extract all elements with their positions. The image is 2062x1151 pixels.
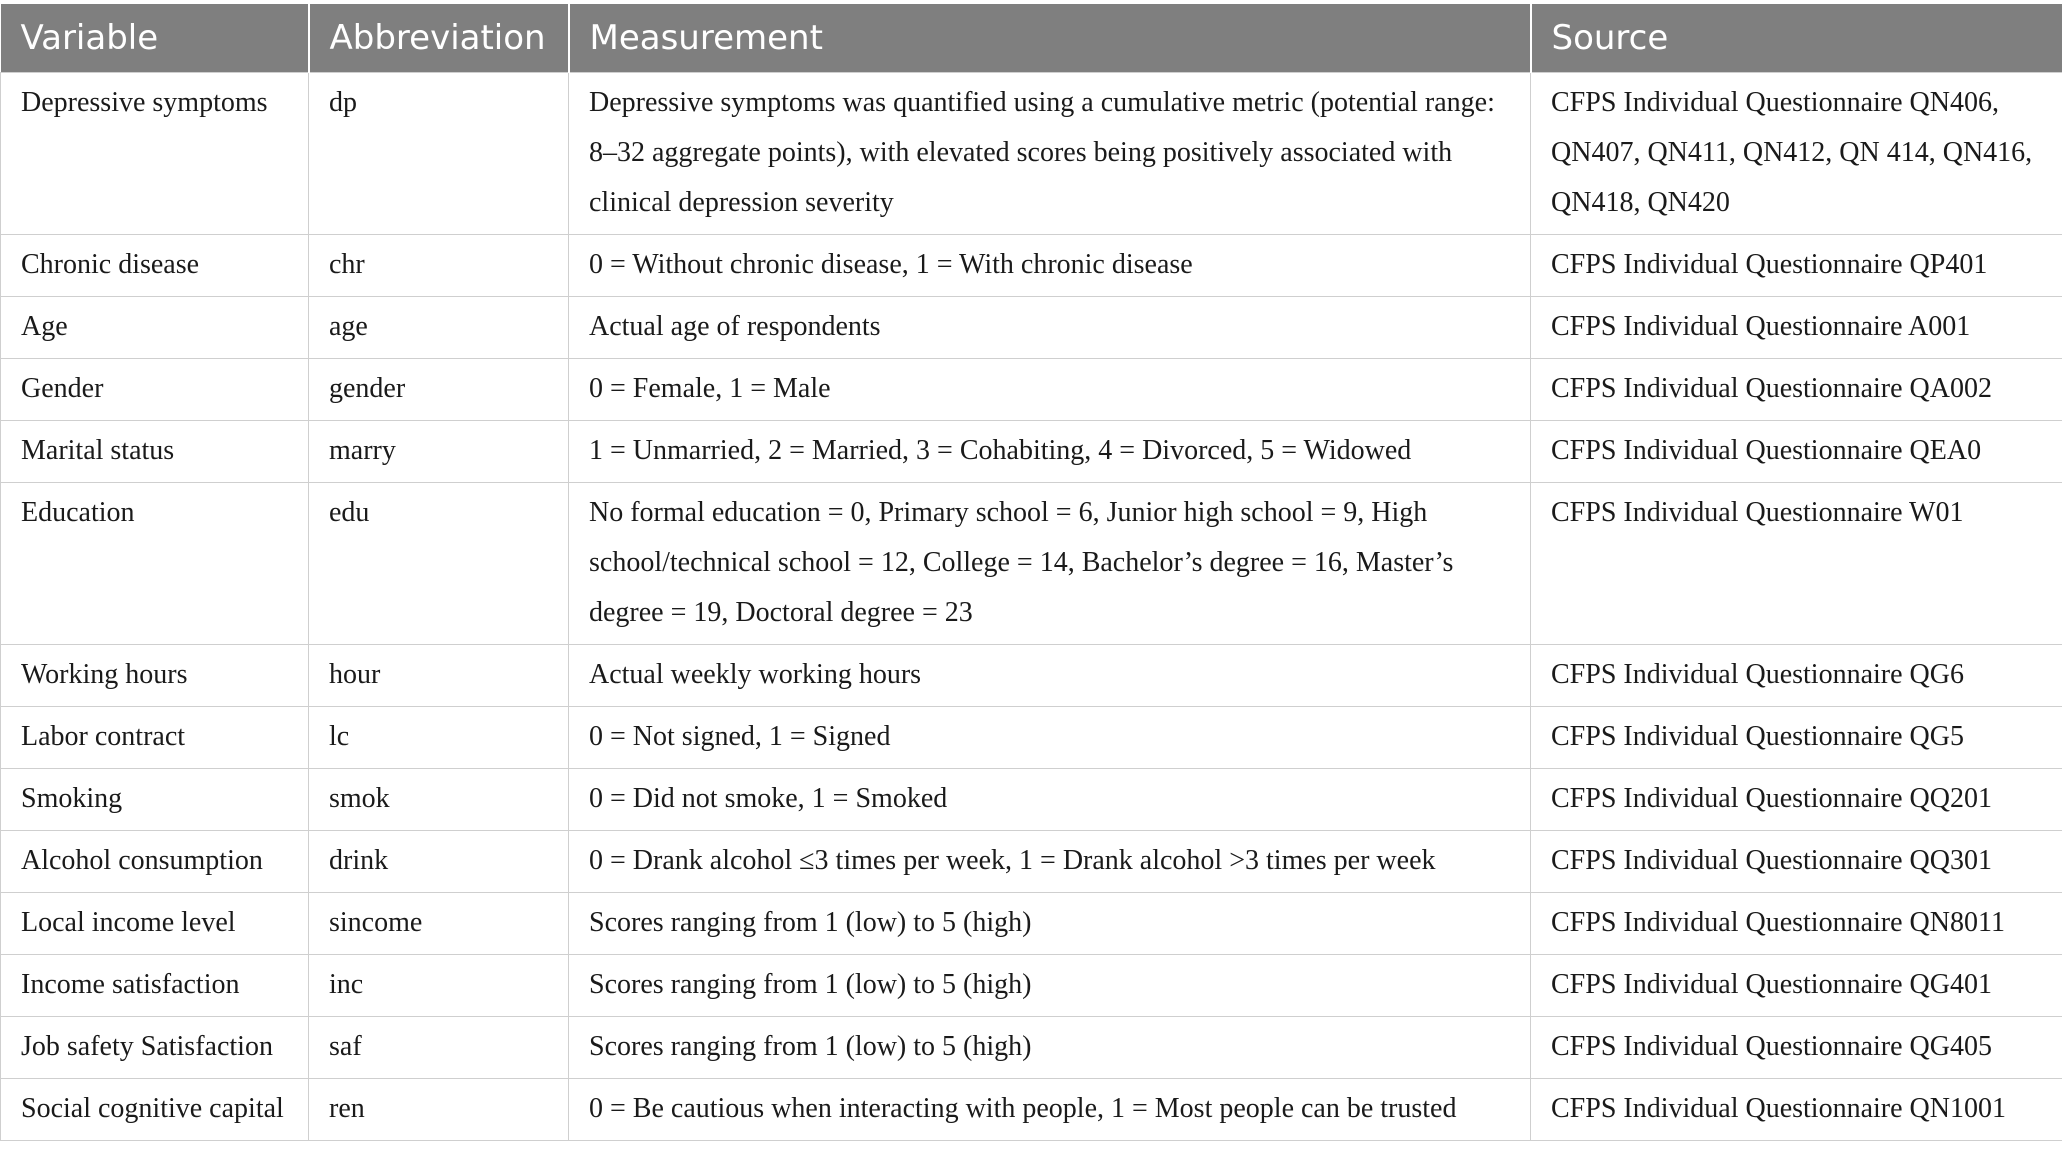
cell-abbreviation: lc bbox=[309, 707, 569, 769]
cell-source: CFPS Individual Questionnaire QG405 bbox=[1531, 1017, 2062, 1079]
cell-source: CFPS Individual Questionnaire QN406, QN407, QN411, QN412, QN 414, QN416, QN418, QN420 bbox=[1531, 73, 2062, 235]
table-row bbox=[1, 1017, 2062, 1079]
table-row bbox=[1, 73, 2062, 235]
cell-abbreviation: saf bbox=[309, 1017, 569, 1079]
cell-measurement: No formal education = 0, Primary school = 6, Junior high school = 9, High school/technical school = 12, College = 14, Bachelor’s degree = 16, Master’s degree = 19, Doctoral degree = 23 bbox=[569, 483, 1531, 645]
cell-source: CFPS Individual Questionnaire QG401 bbox=[1531, 955, 2062, 1017]
cell-measurement: 0 = Drank alcohol ≤3 times per week, 1 = Drank alcohol >3 times per week bbox=[569, 831, 1531, 893]
cell-variable: Social cognitive capital bbox=[1, 1079, 309, 1141]
cell-abbreviation: inc bbox=[309, 955, 569, 1017]
cell-source: CFPS Individual Questionnaire QQ301 bbox=[1531, 831, 2062, 893]
cell-variable: Marital status bbox=[1, 421, 309, 483]
cell-abbreviation: smok bbox=[309, 769, 569, 831]
cell-source: CFPS Individual Questionnaire W01 bbox=[1531, 483, 2062, 645]
cell-source: CFPS Individual Questionnaire QG5 bbox=[1531, 707, 2062, 769]
cell-variable: Gender bbox=[1, 359, 309, 421]
table-row bbox=[1, 707, 2062, 769]
cell-abbreviation: dp bbox=[309, 73, 569, 235]
cell-abbreviation: sincome bbox=[309, 893, 569, 955]
cell-variable: Age bbox=[1, 297, 309, 359]
cell-variable: Job safety Satisfaction bbox=[1, 1017, 309, 1079]
table-header bbox=[1, 4, 2062, 73]
cell-abbreviation: edu bbox=[309, 483, 569, 645]
cell-variable: Local income level bbox=[1, 893, 309, 955]
cell-variable: Working hours bbox=[1, 645, 309, 707]
header-abbreviation: Abbreviation bbox=[309, 4, 569, 73]
header-row bbox=[1, 4, 2062, 73]
table-row bbox=[1, 297, 2062, 359]
table-row bbox=[1, 1079, 2062, 1141]
cell-measurement: Scores ranging from 1 (low) to 5 (high) bbox=[569, 893, 1531, 955]
table-row bbox=[1, 359, 2062, 421]
table-row bbox=[1, 893, 2062, 955]
cell-variable: Income satisfaction bbox=[1, 955, 309, 1017]
cell-abbreviation: chr bbox=[309, 235, 569, 297]
cell-measurement: Scores ranging from 1 (low) to 5 (high) bbox=[569, 1017, 1531, 1079]
table-row bbox=[1, 831, 2062, 893]
table-row bbox=[1, 421, 2062, 483]
cell-measurement: 0 = Did not smoke, 1 = Smoked bbox=[569, 769, 1531, 831]
cell-abbreviation: ren bbox=[309, 1079, 569, 1141]
cell-measurement: Actual age of respondents bbox=[569, 297, 1531, 359]
cell-measurement: 0 = Without chronic disease, 1 = With chronic disease bbox=[569, 235, 1531, 297]
cell-measurement: Depressive symptoms was quantified using a cumulative metric (potential range: 8–32 aggregate points), with elevated scores being positively associated with clinical depression severity bbox=[569, 73, 1531, 235]
cell-abbreviation: marry bbox=[309, 421, 569, 483]
cell-variable: Education bbox=[1, 483, 309, 645]
variables-table-container bbox=[0, 4, 2062, 1141]
cell-measurement: 0 = Female, 1 = Male bbox=[569, 359, 1531, 421]
cell-variable: Smoking bbox=[1, 769, 309, 831]
cell-source: CFPS Individual Questionnaire QN1001 bbox=[1531, 1079, 2062, 1141]
cell-source: CFPS Individual Questionnaire QN8011 bbox=[1531, 893, 2062, 955]
variables-table bbox=[0, 4, 2062, 1141]
cell-source: CFPS Individual Questionnaire QEA0 bbox=[1531, 421, 2062, 483]
table-row bbox=[1, 645, 2062, 707]
cell-source: CFPS Individual Questionnaire QP401 bbox=[1531, 235, 2062, 297]
cell-abbreviation: drink bbox=[309, 831, 569, 893]
cell-measurement: Actual weekly working hours bbox=[569, 645, 1531, 707]
cell-abbreviation: gender bbox=[309, 359, 569, 421]
cell-source: CFPS Individual Questionnaire QQ201 bbox=[1531, 769, 2062, 831]
cell-abbreviation: age bbox=[309, 297, 569, 359]
table-row bbox=[1, 483, 2062, 645]
header-measurement: Measurement bbox=[569, 4, 1531, 73]
table-row bbox=[1, 235, 2062, 297]
cell-measurement: 0 = Not signed, 1 = Signed bbox=[569, 707, 1531, 769]
cell-variable: Chronic disease bbox=[1, 235, 309, 297]
table-row bbox=[1, 769, 2062, 831]
cell-measurement: 1 = Unmarried, 2 = Married, 3 = Cohabiting, 4 = Divorced, 5 = Widowed bbox=[569, 421, 1531, 483]
table-row bbox=[1, 955, 2062, 1017]
cell-variable: Depressive symptoms bbox=[1, 73, 309, 235]
header-variable: Variable bbox=[1, 4, 309, 73]
cell-measurement: Scores ranging from 1 (low) to 5 (high) bbox=[569, 955, 1531, 1017]
cell-source: CFPS Individual Questionnaire QA002 bbox=[1531, 359, 2062, 421]
cell-variable: Alcohol consumption bbox=[1, 831, 309, 893]
cell-variable: Labor contract bbox=[1, 707, 309, 769]
table-body bbox=[1, 73, 2062, 1141]
cell-abbreviation: hour bbox=[309, 645, 569, 707]
cell-measurement: 0 = Be cautious when interacting with people, 1 = Most people can be trusted bbox=[569, 1079, 1531, 1141]
cell-source: CFPS Individual Questionnaire A001 bbox=[1531, 297, 2062, 359]
header-source: Source bbox=[1531, 4, 2062, 73]
cell-source: CFPS Individual Questionnaire QG6 bbox=[1531, 645, 2062, 707]
